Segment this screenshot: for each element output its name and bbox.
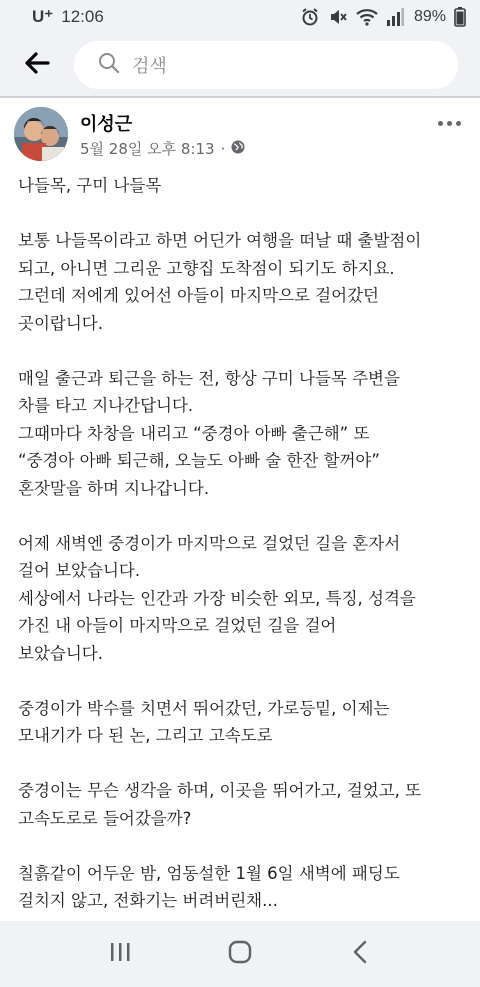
- post-text-line: 중경이가 박수를 치면서 뛰어갔던, 가로등밑, 이제는: [18, 698, 390, 718]
- post-text-line: 매일 출근과 퇴근을 하는 전, 항상 구미 나들목 주변을: [18, 368, 400, 388]
- battery-percent: 89%: [413, 8, 446, 25]
- status-time: 12:06: [61, 7, 104, 26]
- post-body: [18, 172, 468, 942]
- post-text-line: 그런데 저에게 있어선 아들이 마지막으로 걸어갔던: [18, 286, 379, 305]
- recent-apps-icon: [108, 941, 132, 967]
- avatar[interactable]: [14, 107, 68, 161]
- globe-icon: [231, 140, 245, 158]
- battery-icon: [454, 7, 466, 27]
- post-text-line: “중경아 아빠 퇴근해, 오늘도 아빠 술 한잔 할꺼야”: [18, 451, 380, 470]
- search-icon: [98, 52, 120, 78]
- header-divider: [0, 96, 480, 98]
- status-bar: [0, 0, 480, 34]
- back-nav-icon: [351, 939, 369, 969]
- post-text-line: 걸치지 않고, 전화기는 버려버린채...: [18, 891, 278, 910]
- post-text-line: 되고, 아니면 그리운 고향집 도착점이 되기도 하지요.: [18, 258, 395, 278]
- alarm-icon: [300, 7, 320, 27]
- author-name[interactable]: 이성근: [80, 114, 133, 135]
- home-button[interactable]: [210, 924, 270, 984]
- post-text-line: 중경이는 무슨 생각을 하며, 이곳을 뛰어가고, 걸었고, 또: [18, 781, 422, 800]
- post-text-line: 차를 타고 지나간답니다.: [18, 396, 194, 415]
- post-text-line: 걸어 보았습니다.: [18, 561, 141, 580]
- recent-apps-button[interactable]: [90, 924, 150, 984]
- post-paragraph: [18, 365, 468, 503]
- search-input[interactable]: [74, 41, 458, 89]
- search-header: [0, 34, 480, 96]
- post-text-line: 어제 새벽엔 중경이가 마지막으로 걸었던 길을 혼자서: [18, 533, 401, 553]
- post-paragraph: [18, 777, 468, 832]
- post-text-line: 고속도로로 들어갔을까?: [18, 808, 192, 828]
- post-paragraph: [18, 172, 468, 200]
- post-paragraph: [18, 860, 468, 915]
- back-arrow-icon: [24, 52, 50, 78]
- mute-icon: [328, 7, 348, 27]
- back-button[interactable]: [0, 34, 74, 96]
- post-text-line: 보통 나들목이라고 하면 어딘가 여행을 떠날 때 출발점이: [18, 231, 422, 250]
- carrier-label: U⁺: [32, 7, 54, 26]
- back-nav-button[interactable]: [330, 924, 390, 984]
- post-text-line: 모내기가 다 된 논, 그리고 고속도로: [18, 726, 273, 745]
- post-text-line: 보았습니다.: [18, 643, 103, 663]
- home-icon: [227, 939, 253, 969]
- more-dot-icon: [456, 121, 461, 126]
- more-options-button[interactable]: [432, 112, 466, 134]
- meta-separator: ·: [220, 139, 226, 158]
- post-text-line: 그때마다 차창을 내리고 “중경아 아빠 출근해” 또: [18, 423, 370, 443]
- post-paragraph: [18, 227, 468, 337]
- wifi-icon: [356, 7, 378, 27]
- post-text-line: 칠흙같이 어두운 밤, 엄동설한 1월 6일 새벽에 패딩도: [18, 863, 400, 883]
- post-paragraph: [18, 530, 468, 668]
- post-text-line: 나들목, 구미 나들목: [18, 176, 162, 195]
- post-meta: [80, 138, 245, 159]
- more-dot-icon: [438, 121, 443, 126]
- post-text-line: 곳이랍니다.: [18, 313, 103, 333]
- post-text-line: 가진 내 아들이 마지막으로 걸었던 길을 걸어: [18, 616, 337, 635]
- system-nav-bar: [0, 921, 480, 987]
- post-header: [0, 104, 480, 166]
- post-text-line: 혼잣말을 하며 지나갑니다.: [18, 478, 210, 498]
- post-timestamp[interactable]: 5월 28일 오후 8:13: [80, 140, 215, 158]
- more-dot-icon: [447, 121, 452, 126]
- post-paragraph: [18, 695, 468, 750]
- search-placeholder: 검색: [132, 56, 167, 77]
- signal-icon: [386, 8, 404, 26]
- post-text-line: 세상에서 나라는 인간과 가장 비슷한 외모, 특징, 성격을: [18, 588, 416, 608]
